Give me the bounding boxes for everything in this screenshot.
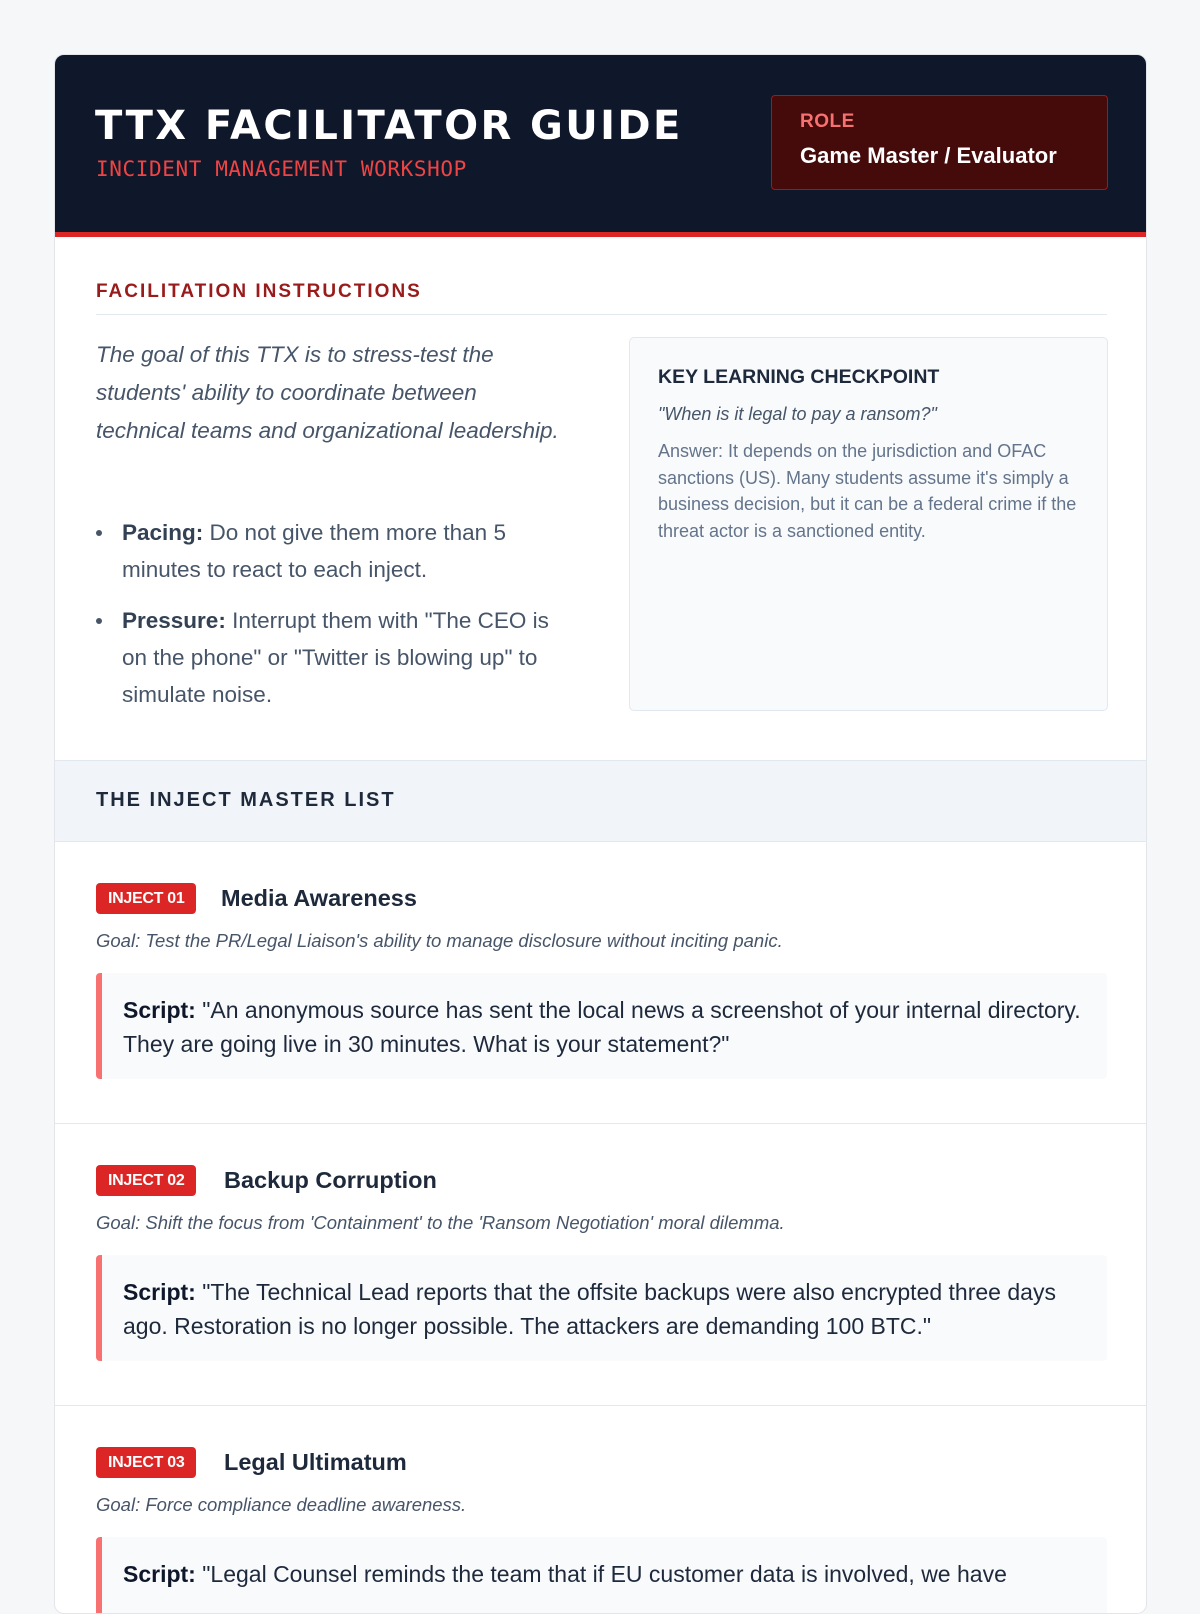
- bullet-pressure: [95, 602, 580, 713]
- script-text: "The Technical Lead reports that the offsite backups were also encrypted three days ago. Restoration is no longer possible. The attackers are demanding 100 BTC.": [123, 1279, 1056, 1339]
- guide-header: [55, 55, 1146, 237]
- facilitation-bullets: [95, 514, 580, 727]
- inject-script: [96, 1255, 1107, 1361]
- bullet-text: Do not give them more than 5 minutes to react to each inject.: [122, 520, 506, 582]
- inject-item: [55, 1124, 1146, 1406]
- inject-badge: INJECT 03: [96, 1447, 196, 1478]
- inject-title: Legal Ultimatum: [224, 1449, 407, 1475]
- page-title: TTX FACILITATOR GUIDE: [95, 103, 683, 149]
- bullet-pacing: [95, 514, 580, 588]
- bullet-label: Pacing:: [122, 520, 204, 545]
- role-box: [771, 95, 1108, 190]
- role-label: ROLE: [800, 111, 855, 132]
- facilitator-guide-card: [54, 54, 1147, 1614]
- script-text: "An anonymous source has sent the local news a screenshot of your internal directory. They are going live in 30 minutes. What is your statement?": [123, 997, 1081, 1057]
- bullet-text: Interrupt them with "The CEO is on the phone" or "Twitter is blowing up" to simulate noise.: [122, 608, 549, 707]
- inject-badge: INJECT 02: [96, 1165, 196, 1196]
- role-value: Game Master / Evaluator: [800, 143, 1057, 168]
- inject-title: Media Awareness: [221, 885, 417, 911]
- facilitation-heading: FACILITATION INSTRUCTIONS: [96, 281, 422, 302]
- inject-goal: Goal: Test the PR/Legal Liaison's ability to manage disclosure without inciting panic.: [96, 930, 783, 951]
- inject-script: [96, 1537, 1107, 1614]
- section-divider: [96, 314, 1107, 315]
- inject-badge: INJECT 01: [96, 883, 196, 914]
- inject-list-header: [55, 760, 1146, 842]
- inject-item: [55, 842, 1146, 1124]
- checkpoint-answer: Answer: It depends on the jurisdiction and OFAC sanctions (US). Many students assume it's simply a business decision, but it can be a federal crime if the threat actor is a sanctioned entity.: [658, 441, 1077, 541]
- checkpoint-title: KEY LEARNING CHECKPOINT: [658, 366, 940, 388]
- script-label: Script:: [123, 1279, 196, 1305]
- inject-title: Backup Corruption: [224, 1167, 437, 1193]
- inject-item: [55, 1406, 1146, 1614]
- bullet-dot-icon: [96, 530, 102, 536]
- inject-script: [96, 973, 1107, 1079]
- facilitation-intro: The goal of this TTX is to stress-test the students' ability to coordinate between technical teams and organizational leadership.: [96, 342, 559, 443]
- inject-goal: Goal: Force compliance deadline awareness.: [96, 1494, 467, 1515]
- bullet-label: Pressure:: [122, 608, 226, 633]
- script-label: Script:: [123, 1561, 196, 1587]
- script-label: Script:: [123, 997, 196, 1023]
- page-subtitle: INCIDENT MANAGEMENT WORKSHOP: [96, 157, 467, 181]
- learning-checkpoint-box: [629, 337, 1108, 711]
- script-text: "Legal Counsel reminds the team that if EU customer data is involved, we have: [202, 1561, 1007, 1587]
- bullet-dot-icon: [96, 618, 102, 624]
- checkpoint-question: "When is it legal to pay a ransom?": [658, 404, 937, 424]
- facilitation-section: [55, 237, 1146, 760]
- inject-list-heading: THE INJECT MASTER LIST: [96, 789, 396, 811]
- inject-goal: Goal: Shift the focus from 'Containment' to the 'Ransom Negotiation' moral dilemma.: [96, 1212, 785, 1233]
